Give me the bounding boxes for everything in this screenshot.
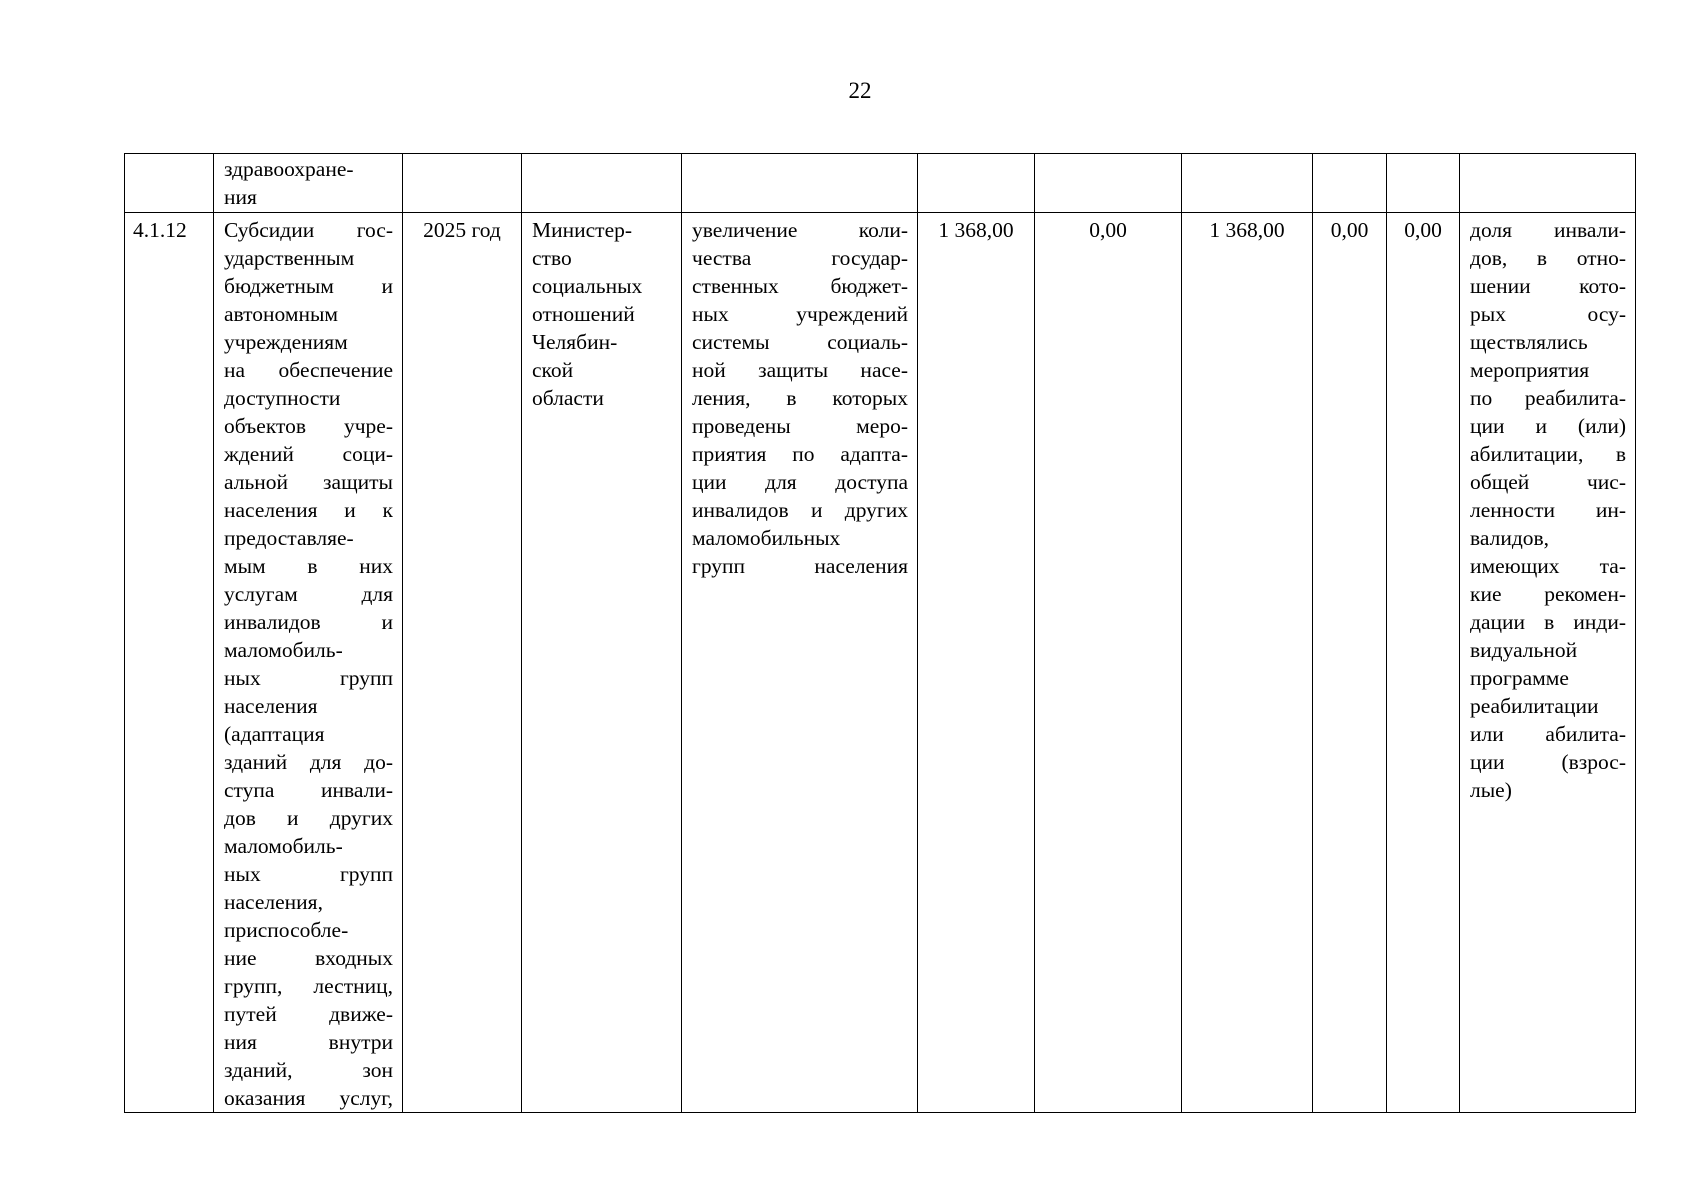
item-indicator-lines (1470, 216, 1626, 804)
name-continued-lines (224, 155, 393, 211)
text-line: (адаптация (224, 722, 325, 746)
cell-name-continued (214, 154, 403, 213)
text-line: маломобильных (692, 526, 841, 550)
item-name (214, 213, 403, 1113)
text-line: групп, лестниц, (224, 974, 393, 998)
text-line: альной защиты (224, 470, 393, 494)
text-line: приспособле- (224, 918, 349, 942)
text-line: видуальной (1470, 638, 1578, 662)
text-line: ния (224, 185, 257, 209)
text-line: ления, в которых (692, 386, 908, 410)
cell-empty (1460, 154, 1636, 213)
text-line: рых осу- (1470, 302, 1626, 326)
text-line: лые) (1470, 778, 1512, 802)
text-line: ленности ин- (1470, 498, 1626, 522)
funding-local: 0,00 (1313, 213, 1387, 1113)
cell-empty (1182, 154, 1313, 213)
text-line: маломобиль- (224, 834, 343, 858)
text-line: имеющих та- (1470, 554, 1626, 578)
text-line: ции (взрос- (1470, 750, 1626, 774)
text-line: ществлялись (1470, 330, 1588, 354)
text-line: проведены меро- (692, 414, 908, 438)
text-line: инвалидов и (224, 610, 393, 634)
text-line: ной защиты насе- (692, 358, 908, 382)
page-number: 22 (848, 78, 872, 103)
text-line: отношений (532, 302, 635, 326)
text-line: общей чис- (1470, 470, 1626, 494)
text-line: приятия по адапта- (692, 442, 908, 466)
item-period: 2025 год (403, 213, 522, 1113)
text-line: групп населения (692, 554, 908, 578)
text-line: реабилитации (1470, 694, 1599, 718)
text-line: учреждениям (224, 330, 348, 354)
text-line: Челябин- (532, 330, 618, 354)
text-line: кие рекомен- (1470, 582, 1626, 606)
funding-federal: 0,00 (1035, 213, 1182, 1113)
cell-empty (918, 154, 1035, 213)
cell-empty (522, 154, 682, 213)
item-indicator (1460, 213, 1636, 1113)
cell-empty (1387, 154, 1460, 213)
item-executor-lines (532, 216, 672, 412)
item-executor (522, 213, 682, 1113)
cell-code-empty (125, 154, 214, 213)
text-line: здравоохране- (224, 157, 354, 181)
text-line: населения, (224, 890, 323, 914)
text-line: зданий для до- (224, 750, 393, 774)
program-table (124, 153, 1636, 1113)
text-line: дов, в отно- (1470, 246, 1626, 270)
text-line: ственных бюджет- (692, 274, 908, 298)
text-line: ния внутри (224, 1030, 393, 1054)
item-result-lines (692, 216, 908, 580)
text-line: автономным (224, 302, 339, 326)
text-line: населения и к (224, 498, 393, 522)
text-line: программе (1470, 666, 1569, 690)
text-line: объектов учре- (224, 414, 393, 438)
funding-total: 1 368,00 (918, 213, 1035, 1113)
table-row-continued (125, 154, 1636, 213)
item-result (682, 213, 918, 1113)
text-line: ступа инвали- (224, 778, 393, 802)
text-line: чества государ- (692, 246, 908, 270)
item-code: 4.1.12 (125, 213, 214, 1113)
text-line: населения (224, 694, 318, 718)
text-line: предоставляе- (224, 526, 354, 550)
text-line: путей движе- (224, 1002, 393, 1026)
item-name-lines (224, 216, 393, 1112)
text-line: доля инвали- (1470, 218, 1626, 242)
text-line: оказания услуг, (224, 1086, 393, 1110)
text-line: ных групп (224, 862, 393, 886)
text-line: области (532, 386, 604, 410)
text-line: ской (532, 358, 574, 382)
text-line: Министер- (532, 218, 633, 242)
text-line: увеличение коли- (692, 218, 908, 242)
text-line: мероприятия (1470, 358, 1590, 382)
text-line: ждений соци- (224, 442, 393, 466)
text-line: дов и других (224, 806, 393, 830)
text-line: абилитации, в (1470, 442, 1626, 466)
text-line: на обеспечение (224, 358, 393, 382)
text-line: доступности (224, 386, 341, 410)
cell-empty (1035, 154, 1182, 213)
text-line: системы социаль- (692, 330, 908, 354)
text-line: Субсидии гос- (224, 218, 393, 242)
text-line: бюджетным и (224, 274, 393, 298)
cell-empty (1313, 154, 1387, 213)
table-row-4-1-12 (125, 213, 1636, 1113)
text-line: социальных (532, 274, 643, 298)
text-line: ции и (или) (1470, 414, 1626, 438)
text-line: ние входных (224, 946, 393, 970)
text-line: зданий, зон (224, 1058, 393, 1082)
text-line: по реабилита- (1470, 386, 1626, 410)
text-line: шении кото- (1470, 274, 1626, 298)
text-line: ных групп (224, 666, 393, 690)
text-line: дации в инди- (1470, 610, 1626, 634)
text-line: или абилита- (1470, 722, 1626, 746)
funding-regional: 1 368,00 (1182, 213, 1313, 1113)
text-line: инвалидов и других (692, 498, 908, 522)
cell-empty (682, 154, 918, 213)
text-line: ударственным (224, 246, 355, 270)
text-line: услугам для (224, 582, 393, 606)
text-line: ции для доступа (692, 470, 908, 494)
text-line: валидов, (1470, 526, 1550, 550)
cell-empty (403, 154, 522, 213)
text-line: мым в них (224, 554, 393, 578)
text-line: маломобиль- (224, 638, 343, 662)
text-line: ных учреждений (692, 302, 908, 326)
text-line: ство (532, 246, 572, 270)
funding-other: 0,00 (1387, 213, 1460, 1113)
